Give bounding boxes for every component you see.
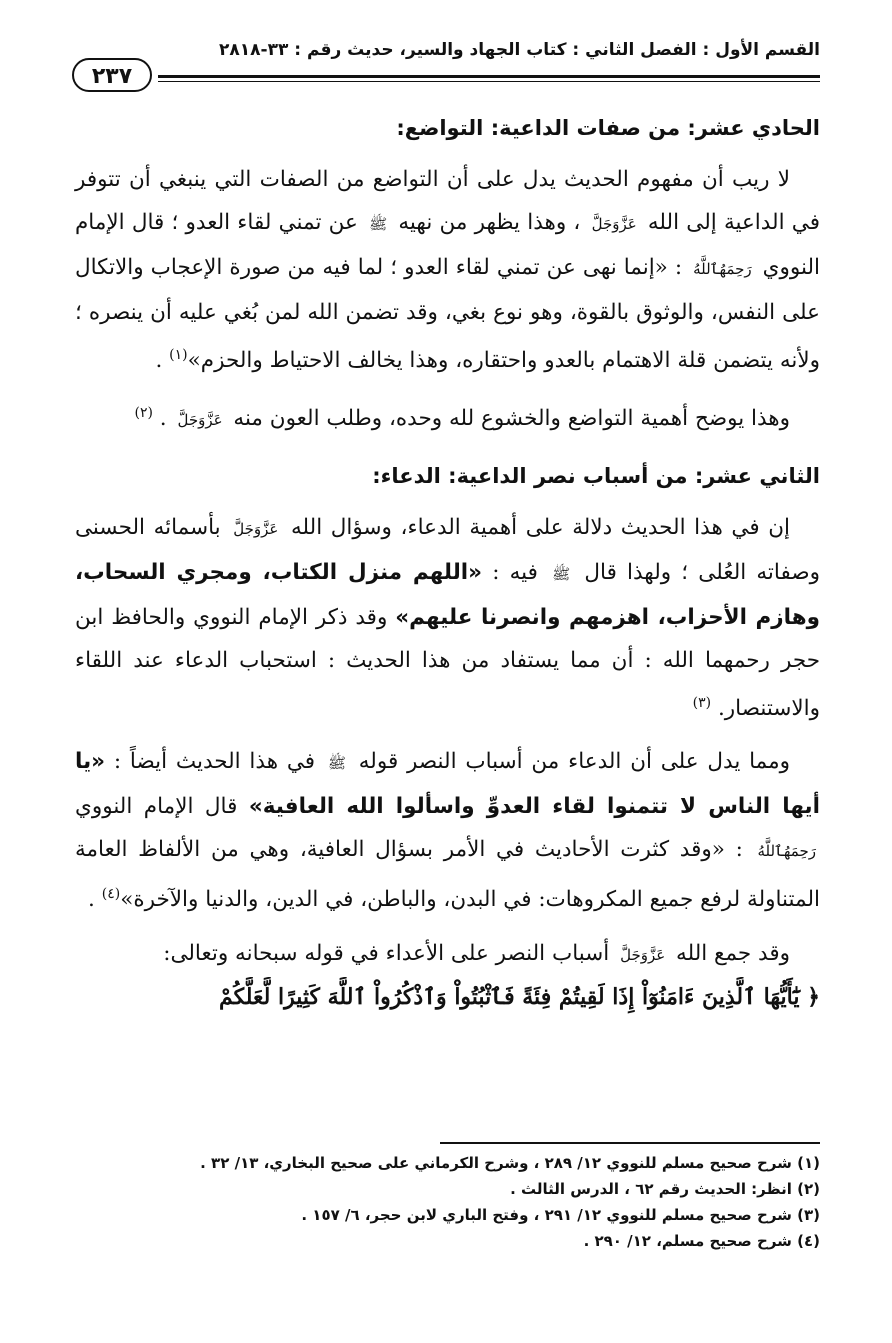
footnote-2: (٢) انظر: الحديث رقم ٦٢ ، الدرس الثالث . <box>510 1180 820 1198</box>
paragraph-supplication: إن في هذا الحديث دلالة على أهمية الدعاء، وسؤال الله عَزَّوَجَلَّ بأسمائه الحسنى وصفاته العُلى ؛ ولهذا قال ﷺ فيه : «اللهم منزل الكتاب، ومجري السحاب، وهازم الأحزاب، اهزمهم وانصرنا عليهم» وقد ذكر الإمام النووي والحافظ ابن حجر رحمهما الله : أن مما يستفاد من هذا الحديث : استحباب الدعاء عند اللقاء والاستنصار. $^{(٣)}$ <box>75 515 820 722</box>
header-rule <box>158 75 820 80</box>
honorific-azza: عَزَّوَجَلَّ <box>591 215 637 233</box>
section-title-humility: الحادي عشر: من صفات الداعية: التواضع: <box>396 116 820 140</box>
paragraph-humility: لا ريب أن مفهوم الحديث يدل على أن التواضع من الصفات التي ينبغي أن تتوفر في الداعية إلى الله عَزَّوَجَلَّ ، وهذا يظهر من نهيه ﷺ عن تمني لقاء العدو ؛ قال الإمام النووي رَحِمَهُٱللَّهُ : «إنما نهى عن تمني لقاء العدو ؛ لما فيه من صورة الإعجاب والاتكال على النفس، والوثوق بالقوة، وهو نوع بغي، وقد تضمن الله لمن بُغي عليه أن ينصره ؛ ولأنه يتضمن قلة الاهتمام بالعدو واحتقاره، وهذا يخالف الاحتياط والحزم»$^{(١)}$ . <box>75 167 820 374</box>
footnote-ref-1: (١) <box>169 347 188 363</box>
footnote-1: (١) شرح صحيح مسلم للنووي ١٢/ ٢٨٩ ، وشرح الكرماني على صحيح البخاري، ١٣/ ٣٢ . <box>200 1154 820 1172</box>
paragraph-humility-2: وهذا يوضح أهمية التواضع والخشوع لله وحده، وطلب العون منه عَزَّوَجَلَّ . $^{(٢)}$ <box>134 405 790 432</box>
dua-quote: «اللهم منزل الكتاب، ومجري السحاب، وهازم الأحزاب، اهزمهم وانصرنا عليهم» <box>75 560 820 631</box>
section-title-supplication: الثاني عشر: من أسباب نصر الداعية: الدعاء: <box>372 464 820 489</box>
honorific-saw-3: ﷺ <box>327 754 346 773</box>
honorific-saw-2: ﷺ <box>552 565 571 584</box>
footnote-ref-2: (٢) <box>134 405 153 422</box>
footnote-3: (٣) شرح صحيح مسلم للنووي ١٢/ ٢٩١ ، وفتح الباري لابن حجر، ٦/ ١٥٧ . <box>301 1206 820 1224</box>
footnote-ref-4: (٤) <box>101 886 121 903</box>
hadith-quote: «يا أيها الناس لا تتمنوا لقاء العدوِّ واسألوا الله العافية» <box>75 749 820 820</box>
page-number: ٢٣٧ <box>72 58 152 92</box>
main-content <box>75 108 820 1017</box>
paragraph-quran-intro: وقد جمع الله عَزَّوَجَلَّ أسباب النصر على الأعداء في قوله سبحانه وتعالى: <box>163 940 790 966</box>
footnote-divider <box>440 1142 820 1144</box>
footnote-4: (٤) شرح صحيح مسلم، ١٢/ ٢٩٠ . <box>583 1232 820 1250</box>
footnote-ref-3: (٣) <box>692 695 712 712</box>
honorific-rahimahu-2: رَحِمَهُٱللَّهُ <box>757 842 816 861</box>
paragraph-hadith: ومما يدل على أن الدعاء من أسباب النصر قوله ﷺ في هذا الحديث أيضاً : «يا أيها الناس لا تتمنوا لقاء العدوِّ واسألوا الله العافية» قال الإمام النووي رَحِمَهُٱللَّهُ : «وقد كثرت الأحاديث في الأمر بسؤال العافية، وهي من الألفاظ العامة المتناولة لرفع جميع المكروهات: في البدن، والباطن، في الدين، والدنيا والآخرة»$^{(٤)}$ . <box>75 749 820 913</box>
honorific-rahimahu: رَحِمَهُٱللَّهُ <box>693 260 752 278</box>
honorific-azza-2: عَزَّوَجَلَّ <box>177 411 223 430</box>
quran-verse: ﴿ يَٰٓأَيُّهَا ٱلَّذِينَ ءَامَنُوٓاْ إِذَا لَقِيتُمْ فِئَةً فَٱثْبُتُواْ وَٱذْكُرُواْ ٱللَّهَ كَثِيرًا لَّعَلَّكُمْ <box>218 983 820 1010</box>
running-header: القسم الأول : الفصل الثاني : كتاب الجهاد والسير، حديث رقم : ٣٣-٢٨١٨ <box>219 40 820 60</box>
footnotes <box>75 1150 820 1254</box>
honorific-saw: ﷺ <box>369 215 388 233</box>
honorific-azza-4: عَزَّوَجَلَّ <box>620 945 666 964</box>
honorific-azza-3: عَزَّوَجَلَّ <box>233 520 279 539</box>
